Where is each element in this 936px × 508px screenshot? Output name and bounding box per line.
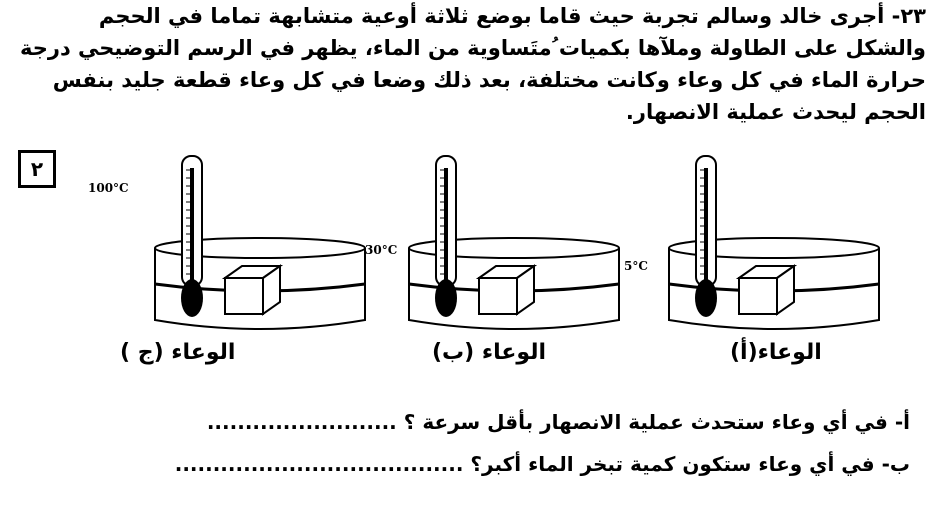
container-a-illustration: [664, 148, 884, 338]
subquestion-b: [80, 452, 910, 476]
question-line-4: الحجم ليحدث عملية الانصهار.: [625, 100, 926, 124]
answer-blank-a[interactable]: .........................: [206, 410, 397, 434]
temperature-label-a: 5°C: [624, 259, 648, 273]
subquestion-b-text: ب- في أي وعاء ستكون كمية تبخر الماء أكبر؟: [470, 452, 910, 476]
temperature-label-c: 100°C: [88, 181, 129, 195]
answer-blank-b[interactable]: ......................................: [174, 452, 464, 476]
container-label-a: الوعاء(أ): [730, 340, 822, 365]
question-line-3: حرارة الماء في كل وعاء وكانت مختلفة، بعد ذلك وضعا في كل وعاء قطعة جليد بنفس: [52, 68, 926, 92]
question-line-2: والشكل على الطاولة وملآها بكميات ُمتَساوية من الماء، يظهر في الرسم التوضيحي درجة: [19, 36, 926, 60]
container-label-c: الوعاء (ج ): [120, 340, 236, 365]
beaker-thermometer-ice-drawing: [664, 148, 884, 338]
subquestion-a: [80, 410, 910, 434]
beaker-thermometer-ice-drawing: [150, 148, 370, 338]
temperature-label-b: 30°C: [365, 243, 398, 257]
subquestion-a-text: أ- في أي وعاء ستحدث عملية الانصهار بأقل سرعة ؟: [403, 410, 910, 434]
mark-box: ٢: [18, 150, 56, 188]
container-b-illustration: [404, 148, 624, 338]
container-c-illustration: [150, 148, 370, 338]
beaker-thermometer-ice-drawing: [404, 148, 624, 338]
question-paragraph: [14, 0, 926, 128]
container-label-b: الوعاء (ب): [432, 340, 547, 365]
question-line-1: ٢٣- أجرى خالد وسالم تجربة حيث قاما بوضع ثلاثة أوعية متشابهة تماما في الحجم: [98, 4, 926, 28]
